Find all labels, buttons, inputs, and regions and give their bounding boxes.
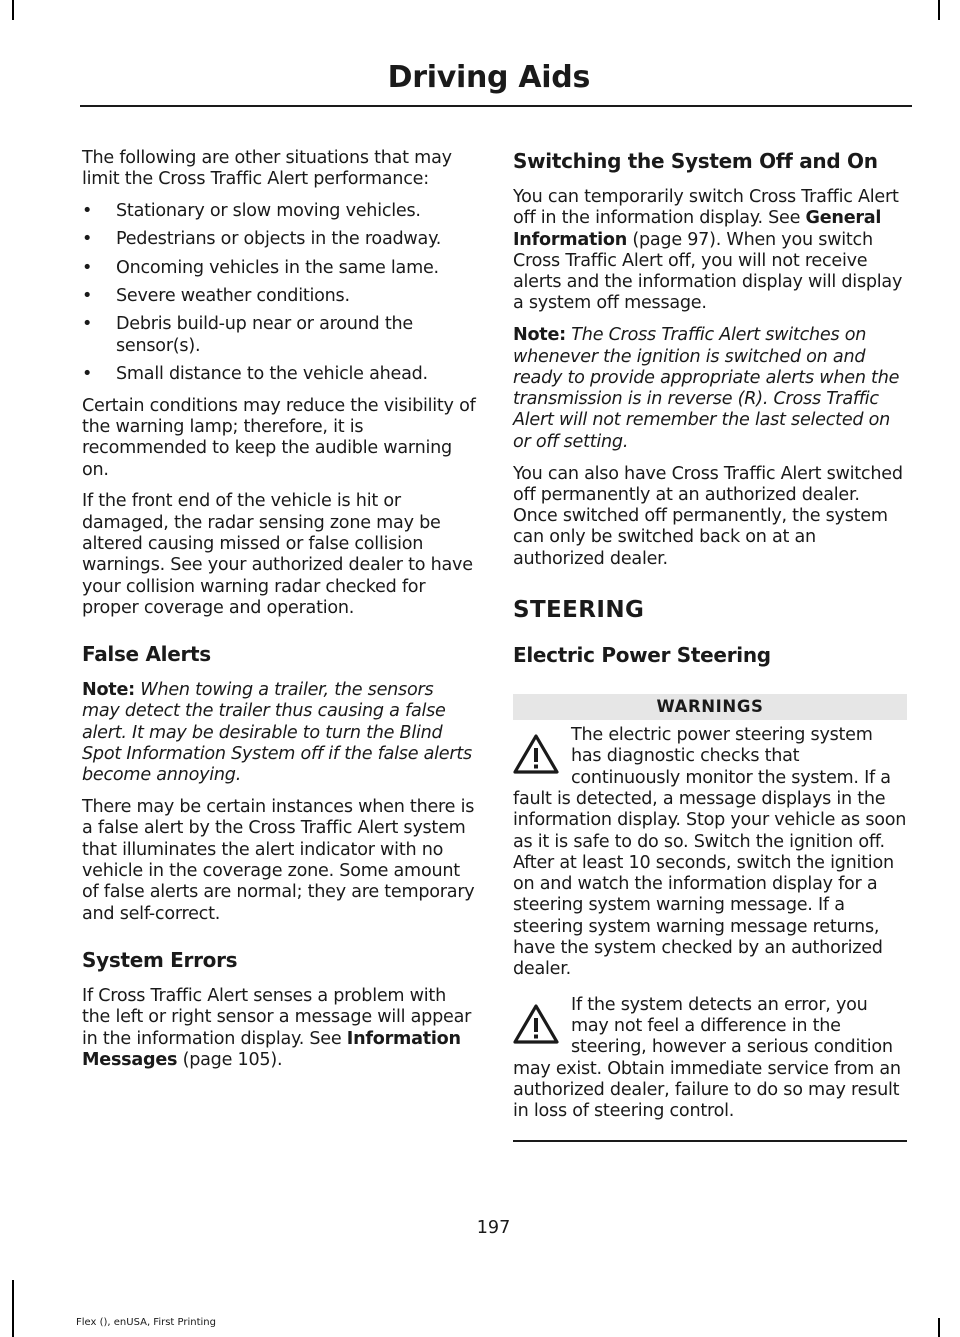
- bullet-icon: •: [82, 201, 93, 222]
- edition-footer: Flex (), enUSA, First Printing: [76, 1317, 216, 1328]
- crop-mark-bottom-left: [12, 1280, 14, 1337]
- switching-note: Note: The Cross Traffic Alert switches on whenever the ignition is switched on and ready to provide appropriate alerts when the transmission is in reverse (R). Cross Traffic Alert will not remember the last selected on or off setting.: [513, 325, 900, 452]
- bullet-icon: •: [82, 229, 93, 250]
- information-messages-link[interactable]: Information Messages: [82, 1028, 461, 1070]
- false-alerts-note: Note: When towing a trailer, the sensors may detect the trailer thus causing a false alert. It may be desirable to turn the Blind Spot Information System off if the false alerts become annoying.: [82, 680, 472, 786]
- warning-text-2: If the system detects an error, you may not feel a difference in the steering, however a serious condition may exist. Obtain immediate service from an authorized dealer, failure to do so may result in loss of steering control.: [513, 994, 901, 1122]
- limitations-list: [82, 201, 476, 385]
- switching-paragraph: You can temporarily switch Cross Traffic Alert off in the information display. See General Information (page 97). When you switch Cross Traffic Alert off, you will not receive alerts and the information display will display a system off message.: [513, 187, 903, 314]
- warning-text-1: The electric power steering system has diagnostic checks that continuously monitor the system. If a fault is detected, a message displays in the information display. Stop your vehicle as soon as it is safe to do so. Switch the ignition off. After at least 10 seconds, switch the ignition on and watch the information display for a steering system warning message. If a steering system warning message returns, have the system checked by an authorized dealer.: [513, 725, 907, 980]
- bullet-icon: •: [82, 257, 93, 278]
- warnings-header: WARNINGS: [513, 694, 907, 720]
- intro-paragraph: The following are other situations that may limit the Cross Traffic Alert performance:: [82, 148, 452, 190]
- list-item: • Small distance to the vehicle ahead.: [82, 363, 428, 384]
- list-item: • Stationary or slow moving vehicles.: [82, 201, 421, 222]
- bullet-icon: •: [82, 314, 93, 335]
- header-rule: [80, 105, 912, 107]
- crop-mark-top-right: [938, 0, 940, 20]
- list-item: • Oncoming vehicles in the same lame.: [82, 257, 439, 278]
- warning-block-1: [513, 725, 907, 981]
- bullet-icon: •: [82, 285, 93, 306]
- false-alerts-paragraph: There may be certain instances when there is a false alert by the Cross Traffic Alert system that illuminates the alert indicator with no vehicle in the coverage zone. Some amount of false alerts are normal; they are temporary and self-correct.: [82, 797, 475, 924]
- warning-triangle-icon: [513, 733, 559, 777]
- switching-heading: Switching the System Off and On: [513, 149, 878, 173]
- system-errors-paragraph: If Cross Traffic Alert senses a problem with the left or right sensor a message will appear in the information display. See Information Messages (page 105).: [82, 985, 472, 1070]
- warnings-end-rule: [513, 1140, 907, 1142]
- left-column: [82, 148, 476, 1082]
- radar-damage-paragraph: If the front end of the vehicle is hit or damaged, the radar sensing zone may be altered causing missed or false collision warnings. See your authorized dealer to have your collision warning radar checked for proper coverage and operation.: [82, 491, 473, 618]
- permanent-off-paragraph: You can also have Cross Traffic Alert switched off permanently at an authorized dealer. Once switched off permanently, the system can only be switched back on at an authorized dealer.: [513, 463, 903, 569]
- crop-mark-top-left: [12, 0, 14, 20]
- system-errors-heading: System Errors: [82, 947, 238, 972]
- crop-mark-bottom-right: [938, 1318, 940, 1337]
- warning-triangle-icon: [513, 1003, 559, 1047]
- list-item: • Debris build-up near or around the sensor(s).: [82, 314, 413, 356]
- warning-block-2: [513, 995, 907, 1123]
- page-number: 197: [476, 1218, 511, 1238]
- general-information-link[interactable]: General Information: [513, 208, 882, 250]
- list-item: • Severe weather conditions.: [82, 285, 350, 306]
- steering-heading: STEERING: [513, 597, 645, 624]
- eps-heading: Electric Power Steering: [513, 643, 771, 668]
- page-header-title: Driving Aids: [387, 60, 590, 95]
- false-alerts-heading: False Alerts: [82, 642, 211, 667]
- visibility-paragraph: Certain conditions may reduce the visibility of the warning lamp; therefore, it is recommended to keep the audible warning on.: [82, 395, 476, 480]
- list-item: • Pedestrians or objects in the roadway.: [82, 229, 442, 250]
- right-column: [513, 148, 907, 1142]
- bullet-icon: •: [82, 363, 93, 384]
